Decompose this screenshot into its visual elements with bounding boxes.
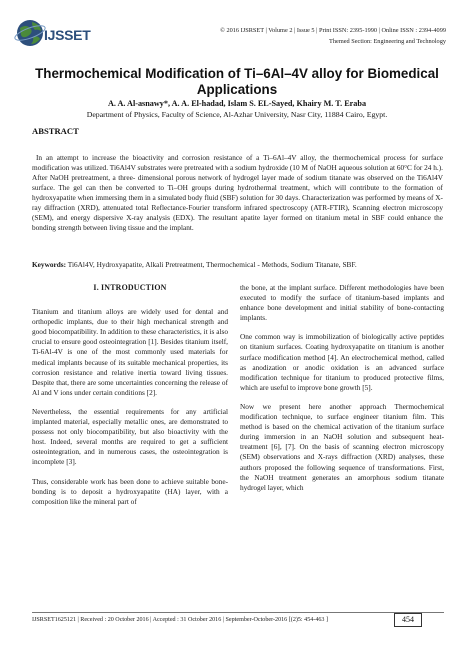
keywords-text: Ti6Al4V, Hydroxyapatite, Alkali Pretreatment, Thermochemical - Methods, Sodium Titanate, SBF.: [67, 260, 357, 269]
paragraph: Now we present here another approach Thermochemical modification technique, to surface engineer titanium film. This method is based on the chemical activation of the titanium surface during immersion in an NaOH solution and subsequent heat-treatment [6], [7]. On the basis of scanning electron microscopy (SEM) observations and X-rays diffraction (XRD) analyses, these authors proposed the following sequence of transformations. First, the NaOH treatment generates an amorphous sodium titanate hydrogel layer, which: [240, 401, 444, 492]
paragraph: One common way is immobilization of biologically active peptides on titanium surfaces. Coating hydroxyapatite on titanium is another surface modification method [4]. An electrochemical method, called as anodization or anodic oxidation is an advanced surface modification technique for titanium to produced protective films, which are useful to improve bone growth [5].: [240, 332, 444, 392]
paragraph: Titanium and titanium alloys are widely used for dental and orthopedic implants, due to their high mechanical strength and good biocompatibility. In addition to these characteristics, it is also crucial to ensure good osteointegration [1]. Besides titanium itself, Ti-6Al-4V is one of the most commonly used materials for medical implants because of its suitable mechanical properties, its corrosion resistance and relative inertia toward living tissues. Despite that, there are some uncertainties concerning the release of Al and V ions under certain conditions [2].: [32, 307, 228, 397]
abstract-text: In an attempt to increase the bioactivity and corrosion resistance of a Ti–6Al–4V alloy, the thermochemical process for surface modification was utilized. Ti6Al4V substrates were pretreated with a sodium hydroxide (10 M of NaOH aqueous solution at 60°C for 24 h.). After NaOH pretreatment, a three- dimensional porous network of hydrogel layer made of sodium titanate was observed on the Ti6Al4V surface. The gel can then be converted to Ti–OH groups during hydrothermal treatment, which will contribute to the formation of hydroxyapatite when immersing them in a simulated body fluid (SBF) solution for 30 days. Characterization was performed by means of X-ray diffraction (XRD), attenuated total Reflectance-Fourier transform infrared spectroscopy (ATR-FTIR), Scanning electron microscopy (SEM), and energy dispersive X-ray analysis (EDX). The resultant apatite layer formed on titanium metal in SBF could enhance the bonding strength between living tissue and the implant.: [32, 153, 443, 233]
paragraph: Thus, considerable work has been done to achieve suitable bone-bonding is to deposit a hydroxyapatite (HA) layer, with a composition like the mineral part of: [32, 476, 228, 506]
header-section-line: Themed Section: Engineering and Technology: [329, 38, 446, 45]
page-number: 454: [394, 613, 422, 627]
right-column: [240, 283, 444, 502]
journal-logo: [14, 16, 124, 52]
footer-citation: IJSRSET1625121 | Received : 20 October 2016 | Accepted : 31 October 2016 | September-October-2016 [(2)5: 454-463 ]: [32, 617, 329, 623]
journal-logo-text: IJSSET: [44, 27, 91, 43]
left-column: [32, 283, 228, 516]
keywords-line: [32, 260, 443, 270]
footer-divider: [32, 612, 444, 613]
paper-authors: A. A. Al-asnawy*, A. A. El-hadad, Islam S. EL-Sayed, Khairy M. T. Eraba: [107, 99, 367, 108]
header-issn-line: © 2016 IJSRSET | Volume 2 | Issue 5 | Print ISSN: 2395-1990 | Online ISSN : 2394-4099: [220, 27, 446, 34]
globe-logo-icon: [14, 16, 48, 50]
abstract-body: [32, 153, 443, 233]
paragraph: the bone, at the implant surface. Different methodologies have been executed to modify the surface of titanium-based implants and enhance bone development and initial stability of bone-contacting implants.: [240, 283, 444, 323]
paragraph: Nevertheless, the essential requirements for any artificial implanted material, especially metallic ones, are demonstrated to possess not only biocompatibility, but also bioactivity with the host. Indeed, several months are required to get a sufficient osteointegration, and in numerous cases, the osteointegration is incomplete [3].: [32, 406, 228, 467]
paper-affiliation: Department of Physics, Faculty of Science, Al-Azhar University, Nasr City, 11884 Cairo, Egypt.: [86, 110, 388, 119]
section-heading-introduction: I. INTRODUCTION: [93, 283, 167, 292]
keywords-label: Keywords:: [32, 260, 67, 269]
abstract-heading: ABSTRACT: [32, 126, 79, 136]
paper-title: Thermochemical Modification of Ti–6Al–4V alloy for Biomedical Applications: [35, 66, 439, 97]
